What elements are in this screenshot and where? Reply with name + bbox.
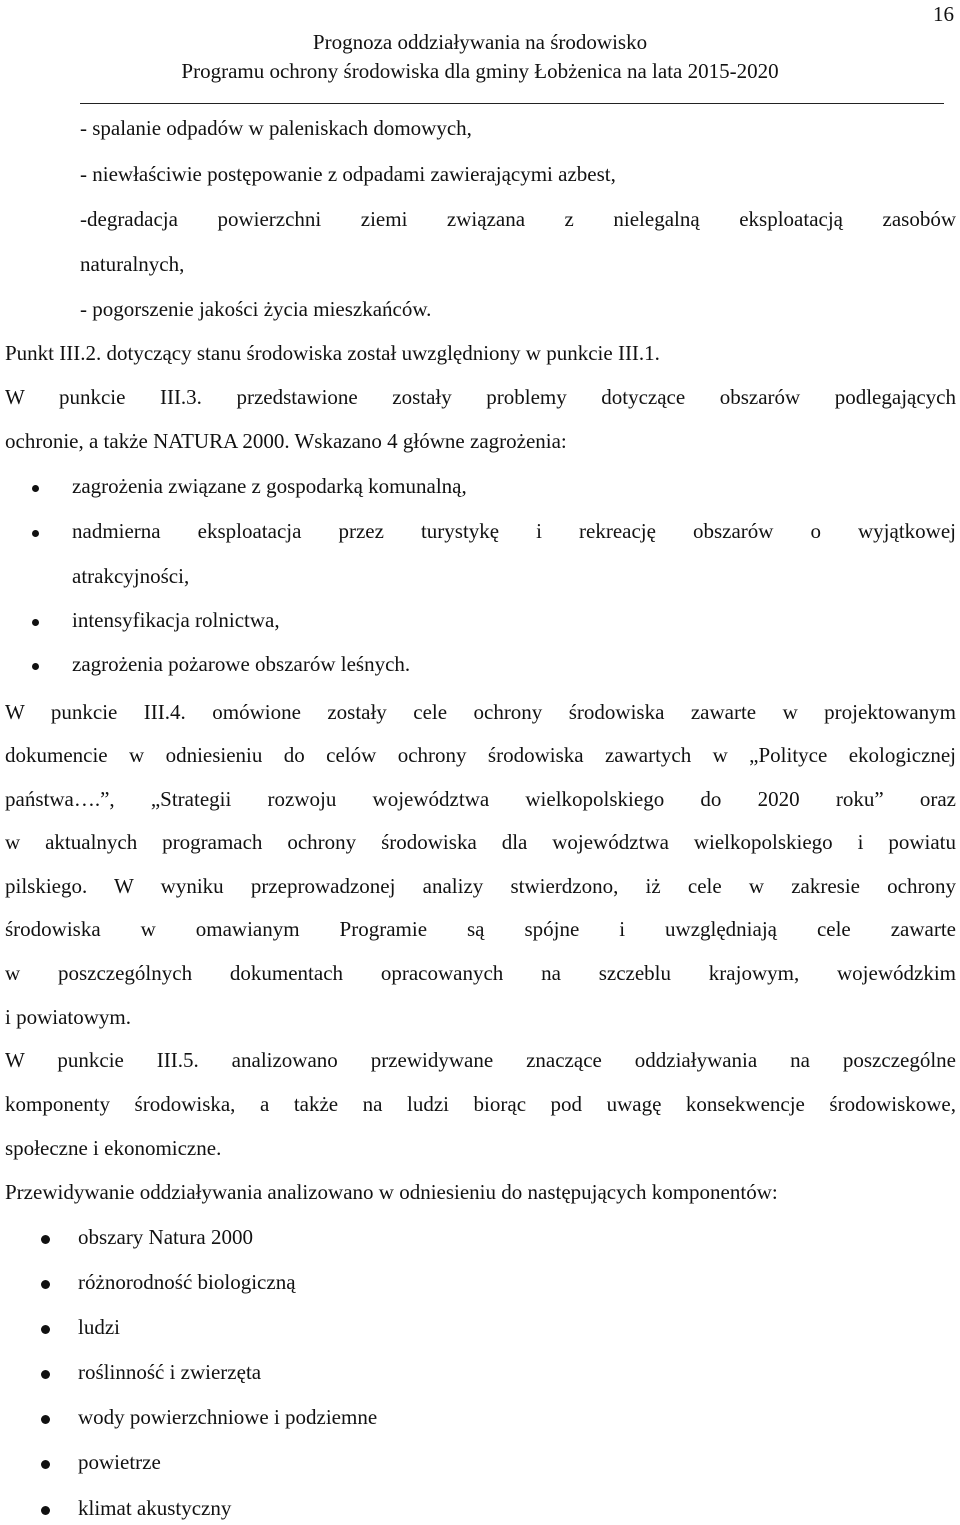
bullet-icon [41, 1280, 50, 1289]
paragraph-iii3-line: ochronie, a także NATURA 2000. Wskazano 4 główne zagrożenia: [5, 429, 567, 453]
bullet-icon [32, 530, 39, 537]
paragraph-punkt-iii2: Punkt III.2. dotyczący stanu środowiska został uwzględniony w punkcie III.1. [5, 341, 660, 365]
threat-item-continuation: atrakcyjności, [72, 564, 190, 588]
paragraph-iii4-line: i powiatowym. [5, 1005, 131, 1029]
threat-item: intensyfikacja rolnictwa, [72, 608, 280, 632]
dash-item: -degradacja powierzchni ziemi związana z nielegalną eksploatacją zasobów [80, 207, 956, 231]
bullet-icon [41, 1460, 50, 1469]
threat-item: zagrożenia związane z gospodarką komunalną, [72, 474, 467, 498]
paragraph-iii5-line: społeczne i ekonomiczne. [5, 1136, 222, 1160]
paragraph-iii5-line: W punkcie III.5. analizowano przewidywane znaczące oddziaływania na poszczególne [5, 1048, 956, 1072]
threat-item: zagrożenia pożarowe obszarów leśnych. [72, 652, 411, 676]
bullet-icon [32, 485, 39, 492]
paragraph-iii4-line: pilskiego. W wyniku przeprowadzonej analizy stwierdzono, iż cele w zakresie ochrony [5, 874, 956, 898]
bullet-icon [32, 619, 39, 626]
header-divider [80, 103, 944, 104]
bullet-icon [41, 1325, 50, 1334]
bullet-icon [41, 1370, 50, 1379]
paragraph-iii5-line: komponenty środowiska, a także na ludzi biorąc pod uwagę konsekwencje środowiskowe, [5, 1092, 956, 1116]
paragraph-iii3-line: W punkcie III.3. przedstawione zostały problemy dotyczące obszarów podlegających [5, 385, 956, 409]
paragraph-iii4-line: W punkcie III.4. omówione zostały cele ochrony środowiska zawarte w projektowanym [5, 700, 956, 724]
page-number: 16 [933, 2, 954, 26]
dash-item: - niewłaściwie postępowanie z odpadami zawierającymi azbest, [80, 162, 616, 186]
bullet-icon [41, 1235, 50, 1244]
dash-item: - pogorszenie jakości życia mieszkańców. [80, 297, 432, 321]
paragraph-iii4-line: dokumencie w odniesieniu do celów ochrony środowiska zawartych w „Polityce ekologicznej [5, 743, 956, 767]
dash-item: - spalanie odpadów w paleniskach domowych, [80, 116, 472, 140]
bullet-icon [41, 1415, 50, 1424]
component-item: różnorodność biologiczną [78, 1270, 296, 1294]
bullet-icon [32, 663, 39, 670]
threat-item: nadmierna eksploatacja przez turystykę i rekreację obszarów o wyjątkowej [72, 519, 956, 543]
paragraph-iii4-line: w aktualnych programach ochrony środowiska dla województwa wielkopolskiego i powiatu [5, 830, 956, 854]
bullet-icon [41, 1506, 50, 1515]
header-subtitle: Programu ochrony środowiska dla gminy Łobżenica na lata 2015-2020 [181, 59, 779, 83]
header-title: Prognoza oddziaływania na środowisko [312, 30, 648, 54]
component-item: obszary Natura 2000 [78, 1225, 253, 1249]
dash-item-continuation: naturalnych, [80, 252, 185, 276]
component-item: wody powierzchniowe i podziemne [78, 1405, 378, 1429]
paragraph-iii4-line: środowiska w omawianym Programie są spójne i uwzględniają cele zawarte [5, 917, 956, 941]
components-intro: Przewidywanie oddziaływania analizowano w odniesieniu do następujących komponentów: [5, 1180, 778, 1204]
paragraph-iii4-line: w poszczególnych dokumentach opracowanych na szczeblu krajowym, wojewódzkim [5, 961, 956, 985]
paragraph-iii4-line: państwa….”, „Strategii rozwoju województwa wielkopolskiego do 2020 roku” oraz [5, 787, 956, 811]
document-header [0, 28, 960, 86]
component-item: ludzi [78, 1315, 120, 1339]
component-item: powietrze [78, 1450, 161, 1474]
component-item: klimat akustyczny [78, 1496, 232, 1520]
component-item: roślinność i zwierzęta [78, 1360, 262, 1384]
